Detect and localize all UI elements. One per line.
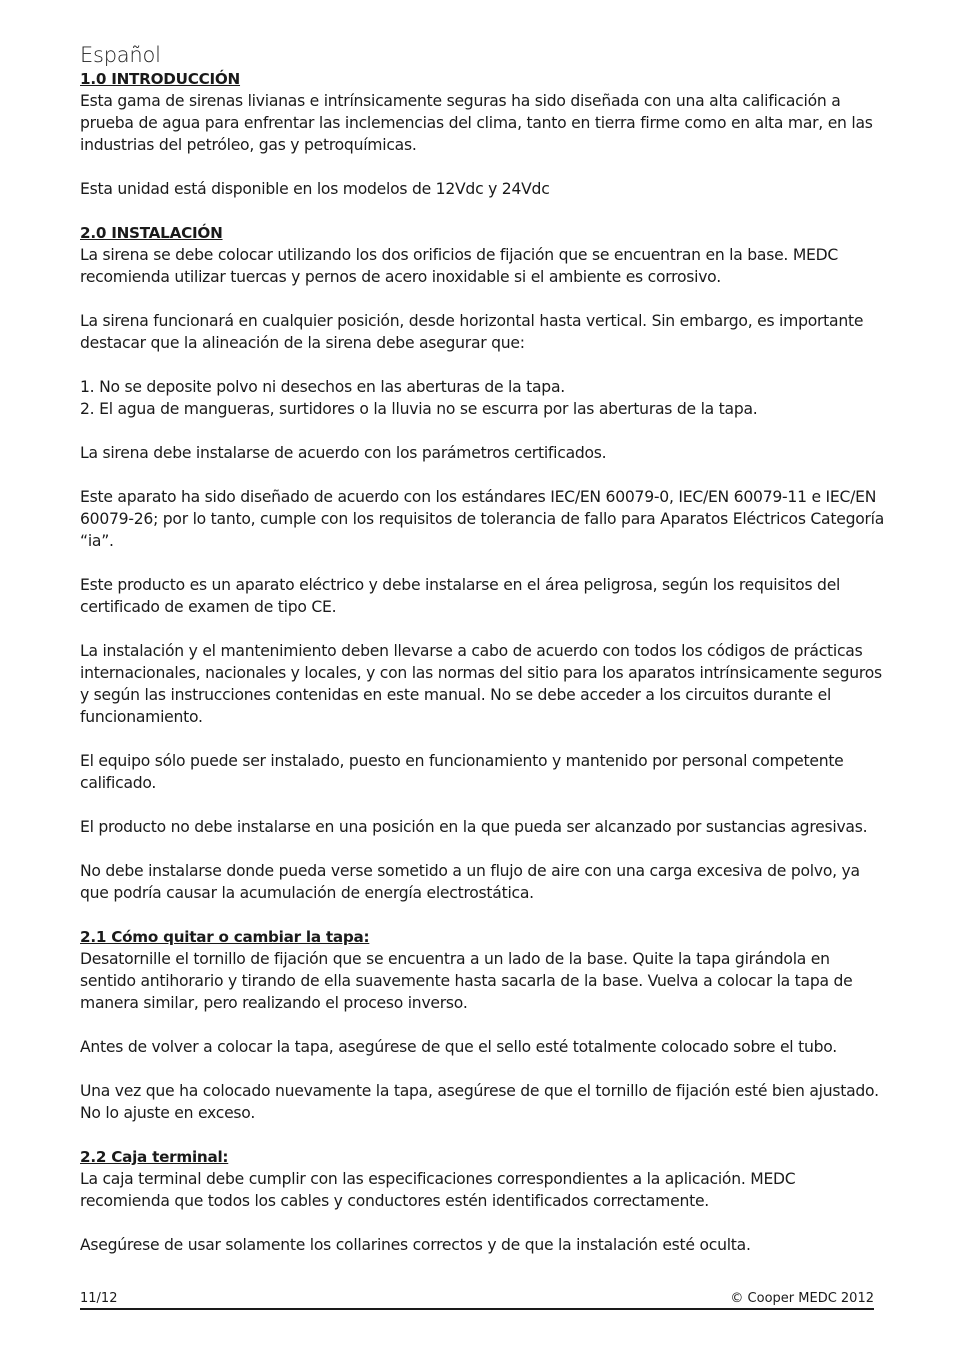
install-paragraph-4: Este aparato ha sido diseñado de acuerdo con los estándares IEC/EN 60079-0, IEC/EN 60079-11 e IEC/EN 60079-26; por lo tanto, cumple con los requisitos de tolerancia de fallo para Aparatos Eléctricos Categoría “ia”. — [80, 488, 885, 550]
terminal-paragraph-2: Asegúrese de usar solamente los collarines correctos y de que la instalación esté oculta. — [80, 1236, 751, 1254]
cover-paragraph-1: Desatornille el tornillo de fijación que se encuentra a un lado de la base. Quite la tapa girándola en sentido antihorario y tirando de ella suavemente hasta sacarla de la base. Vuelva a colocar la tapa de manera similar, pero realizando el proceso inverso. — [80, 950, 853, 1012]
install-paragraph-6: La instalación y el mantenimiento deben llevarse a cabo de acuerdo con todos los códigos de prácticas internacionales, nacionales y locales, y con las normas del sitio para los aparatos intrínsicamente seguros y según las instrucciones contenidas en este manual. No se debe acceder a los circuitos durante el funcionamiento. — [80, 642, 882, 726]
copyright-notice: © Cooper MEDC 2012 — [730, 1291, 874, 1306]
page-footer — [80, 1290, 874, 1310]
section-heading-terminal: 2.2 Caja terminal: — [80, 1148, 229, 1166]
section-heading-cover: 2.1 Cómo quitar o cambiar la tapa: — [80, 928, 370, 946]
intro-paragraph-1: Esta gama de sirenas livianas e intrínsicamente seguras ha sido diseñada con una alta calificación a prueba de agua para enfrentar las inclemencias del clima, tanto en tierra firme como en alta mar, en las industrias del petróleo, gas y petroquímicas. — [80, 92, 873, 154]
install-paragraph-5: Este producto es un aparato eléctrico y debe instalarse en el área peligrosa, según los requisitos del certificado de examen de tipo CE. — [80, 576, 841, 616]
section-heading-intro: 1.0 INTRODUCCIÓN — [80, 70, 241, 88]
install-paragraph-8: El producto no debe instalarse en una posición en la que pueda ser alcanzado por sustancias agresivas. — [80, 818, 868, 836]
document-page — [80, 42, 888, 1256]
language-title: Español — [80, 43, 161, 67]
install-paragraph-7: El equipo sólo puede ser instalado, puesto en funcionamiento y mantenido por personal competente calificado. — [80, 752, 844, 792]
cover-paragraph-2: Antes de volver a colocar la tapa, asegúrese de que el sello esté totalmente colocado sobre el tubo. — [80, 1038, 837, 1056]
install-paragraph-2: La sirena funcionará en cualquier posición, desde horizontal hasta vertical. Sin embargo, es importante destacar que la alineación de la sirena debe asegurar que: — [80, 312, 864, 352]
cover-paragraph-3: Una vez que ha colocado nuevamente la tapa, asegúrese de que el tornillo de fijación esté bien ajustado. No lo ajuste en exceso. — [80, 1082, 879, 1122]
install-list-item-1: 1. No se deposite polvo ni desechos en las aberturas de la tapa. — [80, 378, 565, 396]
section-heading-install: 2.0 INSTALACIÓN — [80, 224, 223, 242]
install-paragraph-9: No debe instalarse donde pueda verse sometido a un flujo de aire con una carga excesiva de polvo, ya que podría causar la acumulación de energía electrostática. — [80, 862, 860, 902]
terminal-paragraph-1: La caja terminal debe cumplir con las especificaciones correspondientes a la aplicación. MEDC recomienda que todos los cables y conductores estén identificados correctamente. — [80, 1170, 796, 1210]
install-list-item-2: 2. El agua de mangueras, surtidores o la lluvia no se escurra por las aberturas de la tapa. — [80, 400, 758, 418]
install-paragraph-3: La sirena debe instalarse de acuerdo con los parámetros certificados. — [80, 444, 607, 462]
page-number: 11/12 — [80, 1291, 118, 1306]
install-paragraph-1: La sirena se debe colocar utilizando los dos orificios de fijación que se encuentran en la base. MEDC recomienda utilizar tuercas y pernos de acero inoxidable si el ambiente es corrosivo. — [80, 246, 839, 286]
intro-paragraph-2: Esta unidad está disponible en los modelos de 12Vdc y 24Vdc — [80, 180, 550, 198]
